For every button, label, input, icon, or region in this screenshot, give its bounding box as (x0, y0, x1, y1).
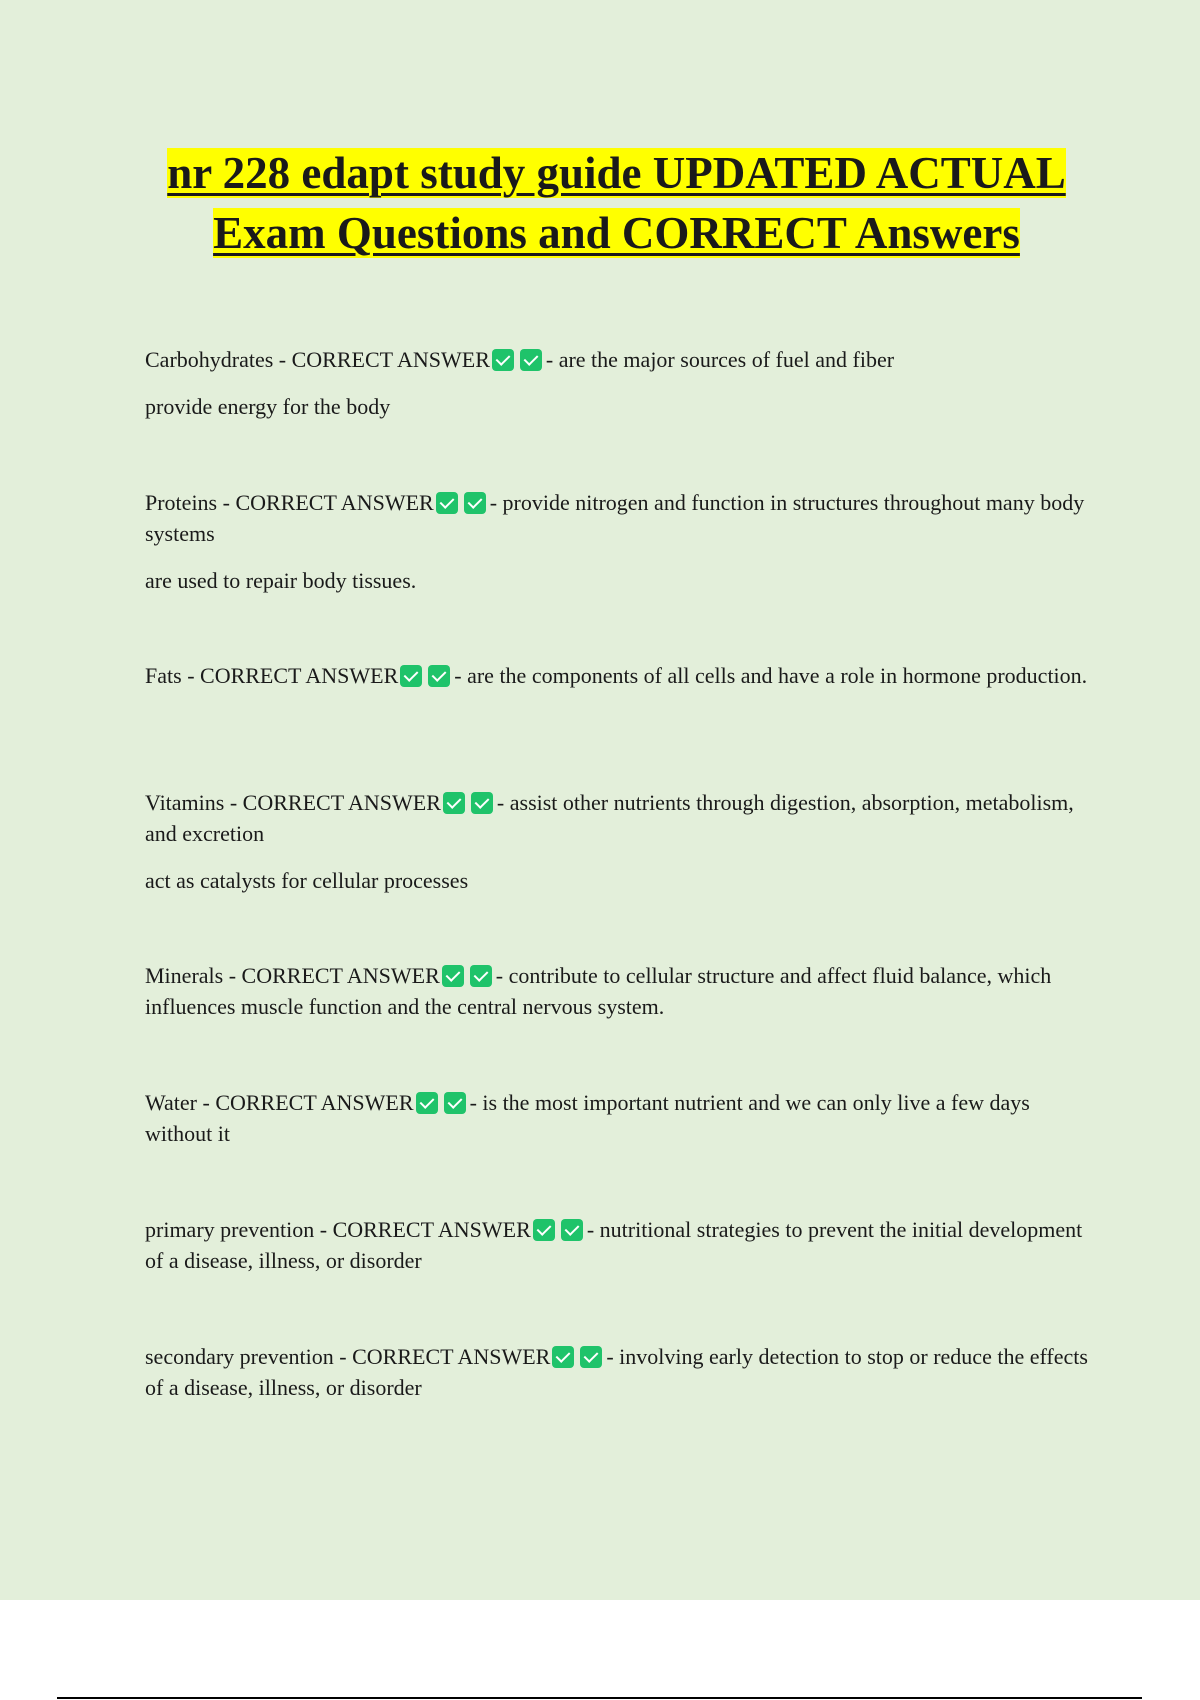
qa-definition: assist other nutrients through digestion, absorption, metabolism, and excretion (145, 790, 1074, 846)
qa-term: primary prevention (145, 1217, 315, 1242)
qa-term: Minerals (145, 963, 224, 988)
qa-term: secondary prevention (145, 1344, 334, 1369)
qa-line: Vitamins - CORRECT ANSWER - assist other nutrients through digestion, absorption, metabolism, and excretion (145, 790, 1074, 846)
qa-definition: contribute to cellular structure and affect fluid balance, which influences muscle function and the central nervous system. (145, 963, 1052, 1019)
check-mark-icon (416, 1092, 438, 1114)
qa-entry (145, 960, 1090, 1022)
qa-term: Proteins (145, 490, 218, 515)
qa-extra-line: provide energy for the body (145, 394, 391, 419)
qa-term: Fats (145, 663, 182, 688)
correct-answer-label: CORRECT ANSWER (235, 490, 434, 515)
correct-answer-label: CORRECT ANSWER (352, 1344, 551, 1369)
correct-answer-label: CORRECT ANSWER (241, 963, 440, 988)
qa-line: Water - CORRECT ANSWER - is the most important nutrient and we can only live a few days without it (145, 1090, 1030, 1146)
check-mark-icon (492, 349, 514, 371)
check-mark-icon (428, 665, 450, 687)
qa-definition: are the major sources of fuel and fiber (558, 347, 895, 372)
qa-entry (145, 1341, 1090, 1403)
qa-entry (145, 487, 1090, 596)
qa-entry (145, 344, 1090, 422)
qa-line: Minerals - CORRECT ANSWER - contribute to cellular structure and affect fluid balance, which influences muscle function and the central nervous system. (145, 963, 1052, 1019)
check-mark-icon (533, 1219, 555, 1241)
qa-line: secondary prevention - CORRECT ANSWER - involving early detection to stop or reduce the effects of a disease, illness, or disorder (145, 1344, 1088, 1400)
qa-term: Water (145, 1090, 197, 1115)
qa-definition: involving early detection to stop or reduce the effects of a disease, illness, or disorder (145, 1344, 1088, 1400)
check-mark-icon (400, 665, 422, 687)
qa-line: Proteins - CORRECT ANSWER - provide nitrogen and function in structures throughout many body systems (145, 490, 1085, 546)
check-mark-icon (444, 1092, 466, 1114)
check-mark-icon (520, 349, 542, 371)
check-mark-icon (580, 1346, 602, 1368)
check-mark-icon (436, 492, 458, 514)
qa-extra-line: are used to repair body tissues. (145, 568, 417, 593)
qa-line: Fats - CORRECT ANSWER - are the components of all cells and have a role in hormone production. (145, 663, 1088, 688)
qa-entry (145, 787, 1090, 896)
correct-answer-label: CORRECT ANSWER (332, 1217, 531, 1242)
qa-term: Vitamins (145, 790, 225, 815)
qa-term: Carbohydrates (145, 347, 274, 372)
correct-answer-label: CORRECT ANSWER (215, 1090, 414, 1115)
qa-line: primary prevention - CORRECT ANSWER - nutritional strategies to prevent the initial development of a disease, illness, or disorder (145, 1217, 1083, 1273)
document-title: nr 228 edapt study guide UPDATED ACTUAL Exam Questions and CORRECT Answers (167, 148, 1066, 258)
qa-line: Carbohydrates - CORRECT ANSWER - are the major sources of fuel and fiber (145, 347, 895, 372)
qa-definition: nutritional strategies to prevent the initial development of a disease, illness, or disorder (145, 1217, 1083, 1273)
check-mark-icon (561, 1219, 583, 1241)
qa-definition: are the components of all cells and have a role in hormone production. (467, 663, 1088, 688)
footer-rule (57, 1697, 1142, 1699)
check-mark-icon (464, 492, 486, 514)
qa-definition: provide nitrogen and function in structures throughout many body systems (145, 490, 1085, 546)
qa-entry (145, 1087, 1090, 1149)
check-mark-icon (442, 965, 464, 987)
correct-answer-label: CORRECT ANSWER (291, 347, 490, 372)
check-mark-icon (552, 1346, 574, 1368)
qa-entry (145, 1214, 1090, 1276)
qa-entry (145, 660, 1090, 691)
qa-definition: is the most important nutrient and we can only live a few days without it (145, 1090, 1030, 1146)
correct-answer-label: CORRECT ANSWER (242, 790, 441, 815)
check-mark-icon (471, 792, 493, 814)
check-mark-icon (470, 965, 492, 987)
correct-answer-label: CORRECT ANSWER (200, 663, 399, 688)
qa-extra-line: act as catalysts for cellular processes (145, 868, 469, 893)
check-mark-icon (443, 792, 465, 814)
